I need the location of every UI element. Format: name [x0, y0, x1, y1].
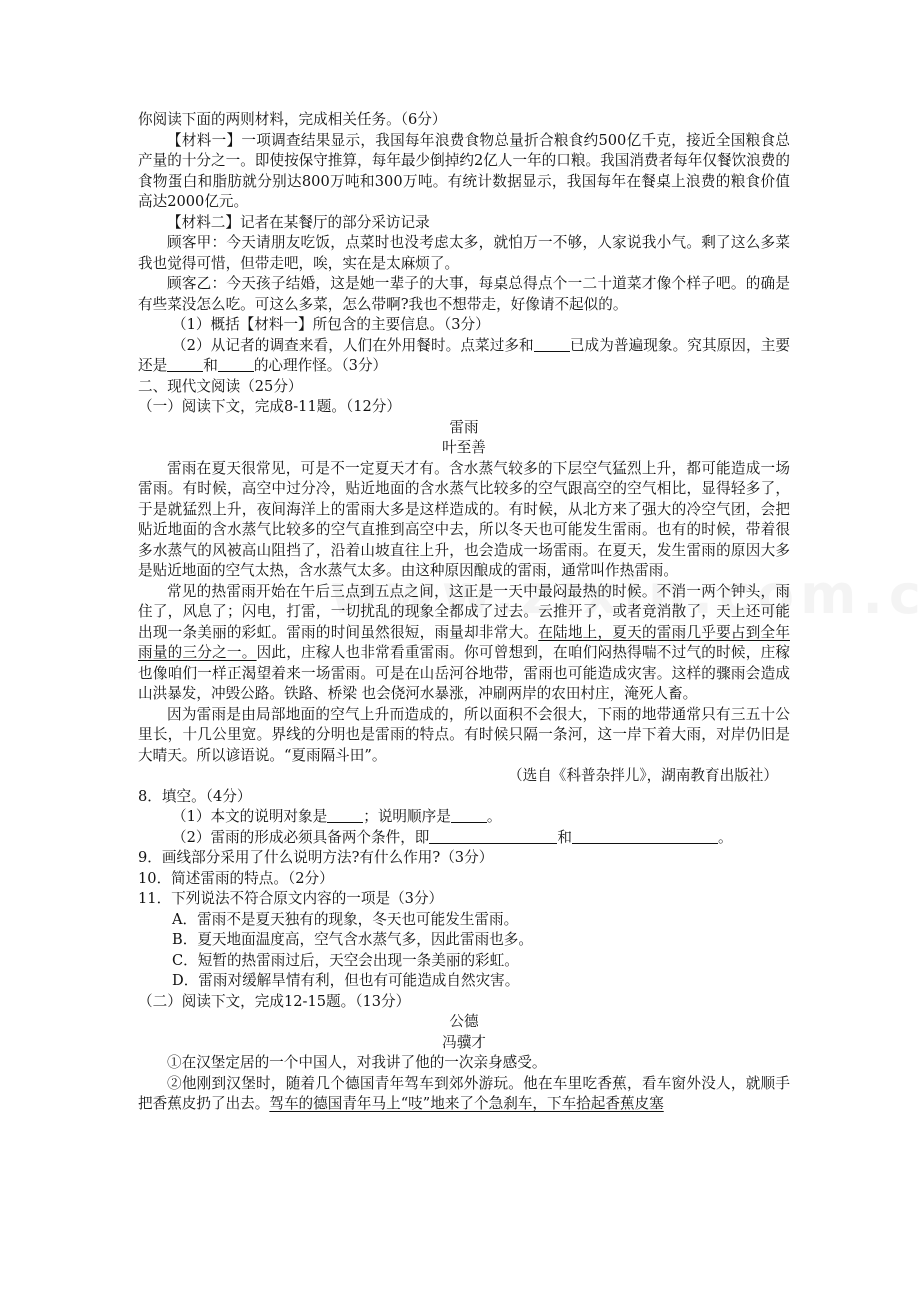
question-text: ；说明顺序是: [363, 808, 451, 825]
intro-line: 你阅读下面的两则材料，完成相关任务。（6分）: [138, 111, 447, 128]
underlined-sentence: 在陆地上，夏天的雷雨几乎要占到全年雨量的三分之一。: [138, 623, 790, 661]
paragraph-text: ②他刚到汉堡时，随着几个德国青年驾车到郊外游玩。他在车里吃香蕉，看车窗外没人，就顺手把香蕉皮扔了出去。: [138, 1074, 790, 1112]
answer-blank[interactable]: [167, 357, 203, 372]
question-9: 9．画线部分采用了什么说明方法?有什么作用?（3分）: [138, 849, 494, 866]
question-10: 10．简述雷雨的特点。（2分）: [138, 869, 334, 887]
question-text: （2）雷雨的形成必须具备两个条件，即: [172, 828, 430, 846]
paragraph-text: 因此，庄稼人也非常看重雷雨。你可曾想到，在咱们闷热得喘不过气的时候，庄稼也像咱们一样正渴望着来一场雷雨。可是在山岳河谷地带，雷雨也可能造成灾害。这样的骤雨会造成山洪暴发，冲毁公路。铁路、桥梁 也会侥河水暴涨，冲刷两岸的农田村庄，淹死人畜。: [138, 644, 790, 702]
answer-blank[interactable]: [327, 808, 363, 823]
article-1-paragraph-3: 因为雷雨是由局部地面的空气上升而造成的，所以面积不会很大，下雨的地带通常只有三五十公里长，十几公里宽。界线的分明也是雷雨的特点。有时候只隔一条河，这一岸下着大雨，对岸仍旧是大晴天。所以谚语说。“夏雨隔斗田”。: [138, 705, 790, 764]
subsection-heading-1: （一）阅读下文，完成8-11题。（12分）: [138, 398, 401, 415]
option-c: C．短暂的热雷雨过后，天空会出现一条美丽的彩虹。: [172, 951, 519, 969]
article-author-2: 冯骥才: [442, 1033, 486, 1051]
question-2-part-c: 和: [203, 357, 218, 374]
answer-blank[interactable]: [534, 337, 570, 352]
article-1-paragraph-1: 雷雨在夏天很常见，可是不一定夏天才有。含水蒸气较多的下层空气猛烈上升，都可能造成一场雷雨。有时候，高空中过分冷，贴近地面的含水蒸气比较多的空气跟高空的空气相比，显得轻多了，于是就猛烈上升，夜间海洋上的雷雨大多是这样造成的。有时候，从北方来了强大的冷空气团，会把贴近地面的含水蒸气比较多的空气直推到高空中去，所以冬天也可能发生雷雨。也有的时候，带着很多水蒸气的风被高山阻挡了，沿着山坡直往上升，也会造成一场雷雨。在夏天，发生雷雨的原因大多是贴近地面的空气太热，含水蒸气太多。由这种原因酿成的雷雨，通常叫作热雷雨。: [138, 459, 790, 579]
answer-blank[interactable]: [429, 829, 557, 844]
section-heading-2: 二、现代文阅读（25分）: [138, 377, 303, 395]
question-text: （1）本文的说明对象是: [172, 808, 328, 825]
option-b: B．夏天地面温度高，空气含水蒸气多，因此雷雨也多。: [172, 931, 533, 948]
question-text: 。: [486, 808, 502, 825]
question-8: 8．填空。（4分）: [138, 787, 252, 805]
article-author-1: 叶至善: [442, 439, 486, 456]
customer-b: 顾客乙：今天孩子结婚，这是她一辈子的大事，每桌总得点个一二十道菜才像个样子吧。的确是有些菜没怎么吃。可这么多菜，怎么带啊?我也不想带走，好像请不起似的。: [138, 275, 790, 313]
question-8-1: [138, 807, 790, 828]
answer-blank[interactable]: [572, 829, 718, 844]
question-2: [138, 336, 790, 377]
question-2-part-b: 已成为普遍现象。究其原因，主要还是: [138, 336, 790, 374]
article-2-paragraph-2: [138, 1074, 790, 1115]
article-title-1: 雷雨: [449, 418, 479, 436]
question-text: 。: [718, 828, 733, 846]
document-body: [138, 110, 790, 1115]
subsection-heading-2: （二）阅读下文，完成12-15题。（13分）: [138, 992, 411, 1010]
article-title-2: 公德: [449, 1013, 479, 1030]
article-source: （选自《科普杂拌儿》，湖南教育出版社）: [508, 767, 778, 784]
customer-a: 顾客甲：今天请朋友吃饭，点菜时也没考虑太多，就怕万一不够，人家说我小气。剩了这么多菜我也觉得可惜，但带走吧，唉，实在是太麻烦了。: [138, 234, 790, 272]
material-two-heading: 【材料二】记者在某餐厅的部分采访记录: [167, 213, 430, 231]
underlined-sentence: 驾车的德国青年马上“吱”地来了个急刹车，下车拾起香蕉皮塞: [269, 1095, 664, 1112]
question-text: 和: [557, 828, 572, 846]
option-d: D．雷雨对缓解旱情有利，但也有可能造成自然灾害。: [172, 972, 520, 989]
question-1: （1）概括【材料一】所包含的主要信息。（3分）: [172, 316, 490, 333]
option-a: A．雷雨不是夏天独有的现象，冬天也可能发生雷雨。: [172, 910, 519, 928]
question-11: 11．下列说法不符合原文内容的一项是（3分）: [138, 890, 444, 907]
material-one: 【材料一】一项调查结果显示，我国每年浪费食物总量折合粮食约500亿千克，接近全国粮食总产量的十分之一。即使按保守推算，每年最少倒掉约2亿人一年的口粮。我国消费者每年仅餐饮浪费的食物蛋白和脂肪就分别达800万吨和300万吨。有统计数据显示，我国每年在餐桌上浪费的粮食价值高达2000亿元。: [138, 131, 790, 210]
article-2-paragraph-1: ①在汉堡定居的一个中国人，对我讲了他的一次亲身感受。: [167, 1054, 547, 1071]
paragraph-text: 常见的热雷雨开始在午后三点到五点之间，这正是一天中最闷最热的时候。不消一两个钟头，雨住了，风息了；闪电，打雷，一切扰乱的现象全都成了过去。云推开了，或者竟消散了，天上还可能出现一条美丽的彩虹。雷雨的时间虽然很短，雨量却非常大。: [138, 582, 790, 641]
answer-blank[interactable]: [218, 357, 254, 372]
answer-blank[interactable]: [451, 808, 487, 823]
article-1-paragraph-2: [138, 582, 790, 705]
question-2-part-a: （2）从记者的调查来看，人们在外用餐时。点菜过多和: [172, 336, 534, 354]
question-2-part-d: 的心理作怪。（3分）: [253, 357, 388, 374]
question-8-2: [138, 828, 790, 849]
